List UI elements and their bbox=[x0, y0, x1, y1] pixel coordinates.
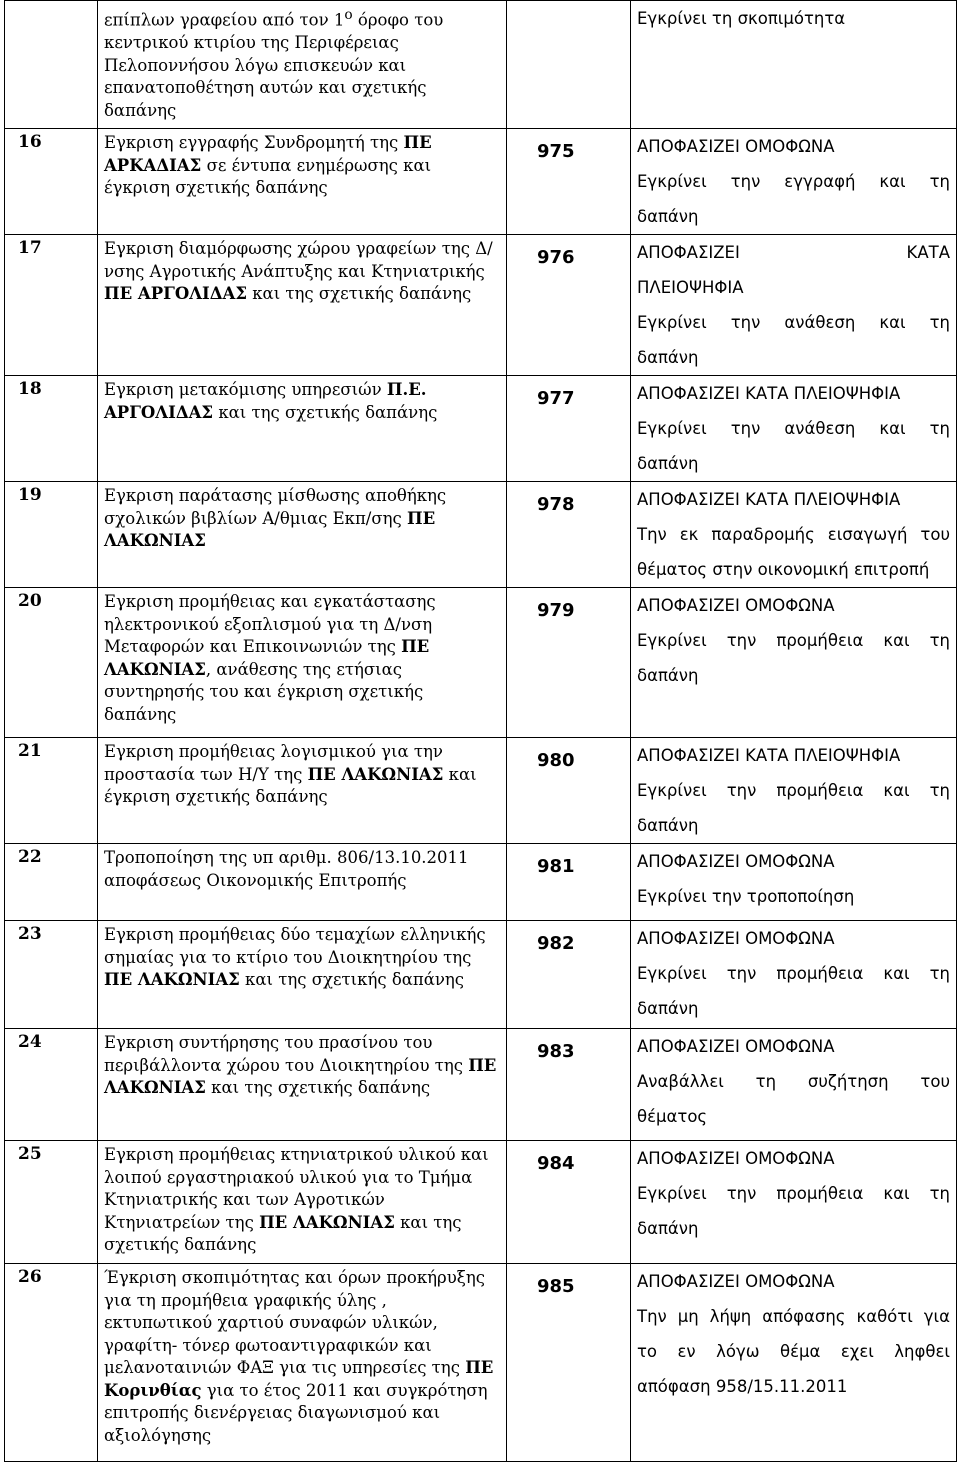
decision-detail-line: Εγκρίνει την ανάθεση και τη bbox=[637, 419, 950, 438]
decision-detail-line: Την μη λήψη απόφασης καθότι για bbox=[637, 1307, 950, 1326]
agenda-item-subject bbox=[98, 1264, 507, 1462]
agenda-item-number: 18 bbox=[5, 376, 98, 482]
agenda-item-subject bbox=[98, 588, 507, 738]
decision-number: 976 bbox=[507, 235, 631, 376]
regional-unit-name: Π.Ε. ΑΡΓΟΛΙΔΑΣ bbox=[104, 380, 427, 422]
decision-number bbox=[507, 1, 631, 129]
decision-detail-line: Την εκ παραδρομής εισαγωγή του bbox=[637, 525, 950, 544]
agenda-item-number: 26 bbox=[5, 1264, 98, 1462]
decision-detail-line: θέματος bbox=[637, 1107, 708, 1126]
decision-detail-line: Εγκρίνει την εγγραφή και τη bbox=[637, 172, 950, 191]
agenda-row bbox=[5, 129, 957, 235]
agenda-item-number: 21 bbox=[5, 738, 98, 844]
decision-number: 979 bbox=[507, 588, 631, 738]
agenda-row bbox=[5, 1264, 957, 1462]
agenda-item-number: 25 bbox=[5, 1141, 98, 1264]
subject-text: και της σχετικής δαπάνης bbox=[239, 970, 465, 989]
agenda-row bbox=[5, 376, 957, 482]
decision-detail-line: Εγκρίνει την προμήθεια και τη bbox=[637, 781, 950, 800]
subject-text: Τροποποίηση της υπ αριθμ. 806/13.10.2011 αποφάσεως Οικονομικής Επιτροπής bbox=[104, 848, 469, 890]
decision-text bbox=[631, 129, 957, 235]
regional-unit-name: ΠΕ ΛΑΚΩΝΙΑΣ bbox=[104, 970, 240, 989]
agenda-item-number: 22 bbox=[5, 844, 98, 921]
decision-text bbox=[631, 844, 957, 921]
decision-verdict: ΑΠΟΦΑΣΙΖΕΙ ΟΜΟΦΩΝΑ bbox=[637, 596, 835, 615]
decision-number: 984 bbox=[507, 1141, 631, 1264]
agenda-row bbox=[5, 921, 957, 1029]
decision-number: 983 bbox=[507, 1029, 631, 1141]
regional-unit-name: ΠΕ ΛΑΚΩΝΙΑΣ bbox=[104, 637, 430, 679]
decision-text bbox=[631, 1141, 957, 1264]
agenda-item-subject bbox=[98, 376, 507, 482]
agenda-item-subject bbox=[98, 129, 507, 235]
decision-detail-line: δαπάνη bbox=[637, 816, 699, 835]
decision-number: 985 bbox=[507, 1264, 631, 1462]
subject-text: Εγκριση εγγραφής Συνδρομητή της bbox=[104, 133, 404, 152]
regional-unit-name: ΠΕ Κορινθίας bbox=[104, 1358, 494, 1400]
subject-text: όροφο του κεντρικού κτιρίου της Περιφέρειας Πελοποννήσου λόγω επισκευών και επανατοποθέτηση αυτών και σχετικής δαπάνης bbox=[104, 10, 444, 120]
agenda-item-number: 23 bbox=[5, 921, 98, 1029]
subject-text: , ανάθεσης της ετήσιας συντηρησής του και έγκριση σχετικής δαπάνης bbox=[104, 659, 424, 724]
regional-unit-name: ΠΕ ΛΑΚΩΝΙΑΣ bbox=[259, 1212, 395, 1232]
decision-verdict: ΑΠΟΦΑΣΙΖΕΙ ΟΜΟΦΩΝΑ bbox=[637, 929, 835, 948]
decision-detail-line: δαπάνη bbox=[637, 454, 699, 473]
decision-number: 975 bbox=[507, 129, 631, 235]
agenda-item-subject bbox=[98, 235, 507, 376]
decision-detail-line: δαπάνη bbox=[637, 666, 699, 685]
agenda-item-number: 19 bbox=[5, 482, 98, 588]
regional-unit-name: ΠΕ ΑΡΓΟΛΙΔΑΣ bbox=[104, 284, 247, 303]
decision-verdict: ΑΠΟΦΑΣΙΖΕΙ ΟΜΟΦΩΝΑ bbox=[637, 1149, 835, 1168]
decision-text bbox=[631, 1029, 957, 1141]
decision-verdict: ΑΠΟΦΑΣΙΖΕΙ ΟΜΟΦΩΝΑ bbox=[637, 852, 835, 871]
subject-text: και της σχετικής δαπάνης bbox=[213, 402, 438, 422]
subject-text: Εγκριση συντήρησης του πρασίνου του περιβάλλοντα χώρου του Διοικητηρίου της bbox=[104, 1033, 469, 1075]
agenda-item-subject bbox=[98, 1, 507, 129]
decision-detail-line: δαπάνη bbox=[637, 1219, 699, 1238]
decision-detail-line: Εγκρίνει την προμήθεια και τη bbox=[637, 964, 950, 983]
agenda-row bbox=[5, 1141, 957, 1264]
decision-number: 981 bbox=[507, 844, 631, 921]
decision-text bbox=[631, 482, 957, 588]
decision-detail-line: δαπάνη bbox=[637, 348, 699, 367]
agenda-row bbox=[5, 482, 957, 588]
subject-text: Εγκριση προμήθειας κτηνιατρικού υλικού και λοιπού εργαστηριακού υλικού για το Τμήμα Κτηνιατρικής και των Αγροτικών Κτηνιατρείων της bbox=[104, 1145, 489, 1232]
agenda-item-number: 20 bbox=[5, 588, 98, 738]
agenda-row bbox=[5, 844, 957, 921]
decision-detail-line: Εγκρίνει την ανάθεση και τη bbox=[637, 313, 950, 332]
decision-detail-line: Αναβάλλει τη συζήτηση του bbox=[637, 1072, 950, 1091]
subject-text: Εγκριση προμήθειας δύο τεμαχίων ελληνικής σημαίας για το κτίριο του Διοικητηρίου της bbox=[104, 925, 486, 967]
agenda-item-subject bbox=[98, 921, 507, 1029]
subject-text: και της σχετικής δαπάνης bbox=[205, 1078, 431, 1097]
agenda-item-number: 24 bbox=[5, 1029, 98, 1141]
subject-text: και έγκριση σχετικής δαπάνης bbox=[104, 764, 477, 806]
subject-text: Εγκριση προμήθειας λογισμικού για την προστασία των Η/Υ της bbox=[104, 742, 443, 784]
decision-number: 978 bbox=[507, 482, 631, 588]
decision-verdict: ΑΠΟΦΑΣΙΖΕΙ ΟΜΟΦΩΝΑ bbox=[637, 1272, 835, 1291]
decision-text bbox=[631, 588, 957, 738]
decision-detail-line: ΠΛΕΙΟΨΗΦΙΑ bbox=[637, 278, 744, 297]
agenda-item-subject bbox=[98, 1141, 507, 1264]
decision-detail-line: το εν λόγω θέμα εχει ληφθει bbox=[637, 1342, 950, 1361]
decision-detail-line: απόφαση 958/15.11.2011 bbox=[637, 1377, 848, 1396]
regional-unit-name: ΠΕ ΑΡΚΑΔΙΑΣ bbox=[104, 133, 432, 175]
decision-detail-line: δαπάνη bbox=[637, 999, 699, 1018]
decision-number: 982 bbox=[507, 921, 631, 1029]
regional-unit-name: ΠΕ ΛΑΚΩΝΙΑΣ bbox=[104, 1055, 497, 1097]
subject-text: σε έντυπα ενημέρωσης και έγκριση σχετικής δαπάνης bbox=[104, 155, 432, 197]
decision-detail-line: Εγκρίνει την τροποποίηση bbox=[637, 887, 855, 906]
agenda-item-number bbox=[5, 1, 98, 129]
subject-text: Εγκριση διαμόρφωσης χώρου γραφείων της Δ/νσης Αγροτικής Ανάπτυξης και Κτηνιατρικής bbox=[104, 239, 493, 281]
subject-text: και της σχετικής δαπάνης bbox=[247, 284, 472, 303]
agenda-row bbox=[5, 738, 957, 844]
minutes-table-body bbox=[5, 1, 957, 1462]
subject-text: για το έτος 2011 και συγκρότηση επιτροπής διενέργειας διαγωνισμού και αξιολόγησης bbox=[104, 1380, 488, 1445]
decision-text bbox=[631, 738, 957, 844]
decision-number: 977 bbox=[507, 376, 631, 482]
minutes-table bbox=[4, 0, 957, 1462]
agenda-row bbox=[5, 1029, 957, 1141]
decision-detail-line: Εγκρίνει την προμήθεια και τη bbox=[637, 1184, 950, 1203]
decision-verdict: ΑΠΟΦΑΣΙΖΕΙ ΚΑΤΑ ΠΛΕΙΟΨΗΦΙΑ bbox=[637, 490, 901, 509]
decision-detail-line: Εγκρίνει την προμήθεια και τη bbox=[637, 631, 950, 650]
decision-text bbox=[631, 1, 957, 129]
agenda-item-number: 16 bbox=[5, 129, 98, 235]
decision-text bbox=[631, 1264, 957, 1462]
decision-detail-line: θέματος στην οικονομική επιτροπή bbox=[637, 560, 930, 579]
decision-text bbox=[631, 376, 957, 482]
regional-unit-name: ΠΕ ΛΑΚΩΝΙΑΣ bbox=[104, 508, 436, 550]
agenda-item-subject bbox=[98, 482, 507, 588]
decision-text bbox=[631, 921, 957, 1029]
regional-unit-name: ΠΕ ΛΑΚΩΝΙΑΣ bbox=[307, 764, 444, 784]
decision-verdict: Εγκρίνει τη σκοπιμότητα bbox=[637, 9, 846, 28]
decision-verdict: ΑΠΟΦΑΣΙΖΕΙ ΚΑΤΑ ΠΛΕΙΟΨΗΦΙΑ bbox=[637, 384, 901, 403]
agenda-item-subject bbox=[98, 844, 507, 921]
decision-detail-line: δαπάνη bbox=[637, 207, 699, 226]
agenda-item-number: 17 bbox=[5, 235, 98, 376]
decision-text bbox=[631, 235, 957, 376]
subject-text: Εγκριση παράτασης μίσθωσης αποθήκης σχολικών βιβλίων Α/θμιας Εκπ/σης bbox=[104, 486, 447, 528]
subject-text: Εγκριση μετακόμισης υπηρεσιών bbox=[104, 380, 387, 399]
decision-number: 980 bbox=[507, 738, 631, 844]
decision-verdict: ΑΠΟΦΑΣΙΖΕΙ ΟΜΟΦΩΝΑ bbox=[637, 1037, 835, 1056]
agenda-item-subject bbox=[98, 1029, 507, 1141]
subject-text: Έγκριση σκοπιμότητας και όρων προκήρυξης για τη προμήθεια γραφικής ύλης , εκτυπωτικού χαρτιού συναφών υλικών, γραφίτη- τόνερ φωτοαντιγραφικών και μελανοταινιών ΦΑΞ για τις υπηρεσίες της bbox=[104, 1268, 485, 1377]
decision-verdict: ΑΠΟΦΑΣΙΖΕΙ ΚΑΤΑ bbox=[637, 243, 950, 262]
agenda-row bbox=[5, 588, 957, 738]
subject-text: Εγκριση προμήθειας και εγκατάστασης ηλεκτρονικού εξοπλισμού για τη Δ/νση Μεταφορών και Επικοινωνιών της bbox=[104, 592, 436, 656]
ordinal-superscript: ο bbox=[344, 7, 353, 23]
agenda-row bbox=[5, 1, 957, 129]
agenda-row bbox=[5, 235, 957, 376]
subject-text: επίπλων γραφείου από τον 1 bbox=[104, 10, 345, 30]
decision-verdict: ΑΠΟΦΑΣΙΖΕΙ ΚΑΤΑ ΠΛΕΙΟΨΗΦΙΑ bbox=[637, 746, 901, 765]
subject-text: και της σχετικής δαπάνης bbox=[104, 1212, 462, 1254]
decision-verdict: ΑΠΟΦΑΣΙΖΕΙ ΟΜΟΦΩΝΑ bbox=[637, 137, 835, 156]
agenda-item-subject bbox=[98, 738, 507, 844]
